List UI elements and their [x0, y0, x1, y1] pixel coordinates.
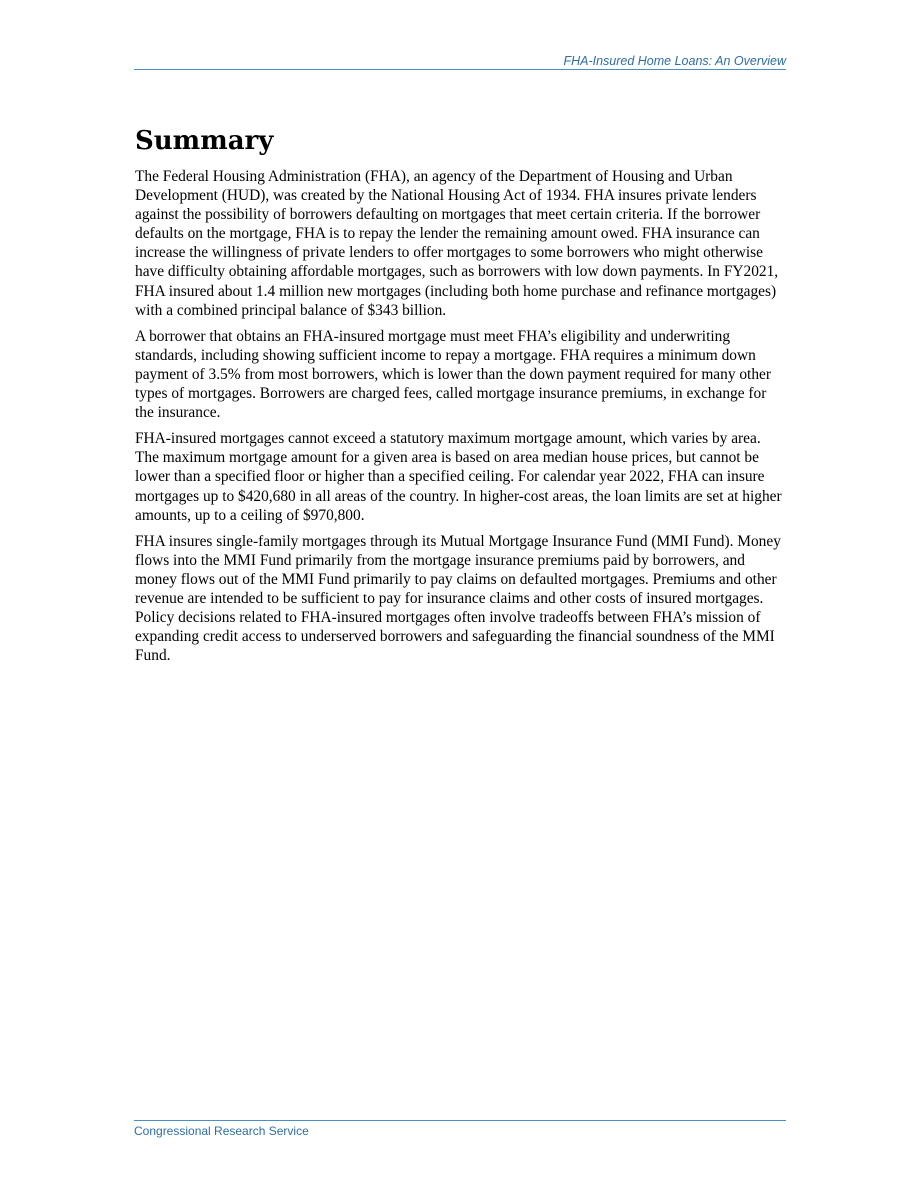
running-header-title: FHA-Insured Home Loans: An Overview — [563, 54, 786, 68]
summary-section — [135, 124, 787, 672]
section-heading: Summary — [135, 126, 274, 156]
footer-publisher: Congressional Research Service — [134, 1124, 309, 1138]
running-header — [134, 53, 786, 70]
paragraph-fha-overview: The Federal Housing Administration (FHA), an agency of the Department of Housing and Urban Development (HUD), was created by the National Housing Act of 1934. FHA insures private lenders against the possibility of borrowers defaulting on mortgages that meet certain criteria. If the borrower defaults on the mortgage, FHA is to repay the lender the remaining amount owed. FHA insurance can increase the willingness of private lenders to offer mortgages to some borrowers who might otherwise have difficulty obtaining affordable mortgages, such as borrowers with low down payments. In FY2021, FHA insured about 1.4 million new mortgages (including both home purchase and refinance mortgages) with a combined principal balance of $343 billion. — [135, 168, 779, 319]
running-footer — [134, 1120, 786, 1139]
paragraph-mmi-fund: FHA insures single-family mortgages through its Mutual Mortgage Insurance Fund (MMI Fund). Money flows into the MMI Fund primarily from the mortgage insurance premiums paid by borrowers, and money flows out of the MMI Fund primarily to pay claims on defaulted mortgages. Premiums and other revenue are intended to be sufficient to pay for insurance claims and other costs of insured mortgages. Policy decisions related to FHA-insured mortgages often involve tradeoffs between FHA’s mission of expanding credit access to underserved borrowers and safeguarding the financial soundness of the MMI Fund. — [135, 532, 781, 665]
paragraph-borrower-eligibility: A borrower that obtains an FHA-insured mortgage must meet FHA’s eligibility and underwriting standards, including showing sufficient income to repay a mortgage. FHA requires a minimum down payment of 3.5% from most borrowers, which is lower than the down payment required for many other types of mortgages. Borrowers are charged fees, called mortgage insurance premiums, in exchange for the insurance. — [135, 327, 771, 422]
paragraph-loan-limits: FHA-insured mortgages cannot exceed a statutory maximum mortgage amount, which varies by area. The maximum mortgage amount for a given area is based on area median house prices, but cannot be lower than a specified floor or higher than a specified ceiling. For calendar year 2022, FHA can insure mortgages up to $420,680 in all areas of the country. In higher-cost areas, the loan limits are set at higher amounts, up to a ceiling of $970,800. — [135, 430, 782, 524]
